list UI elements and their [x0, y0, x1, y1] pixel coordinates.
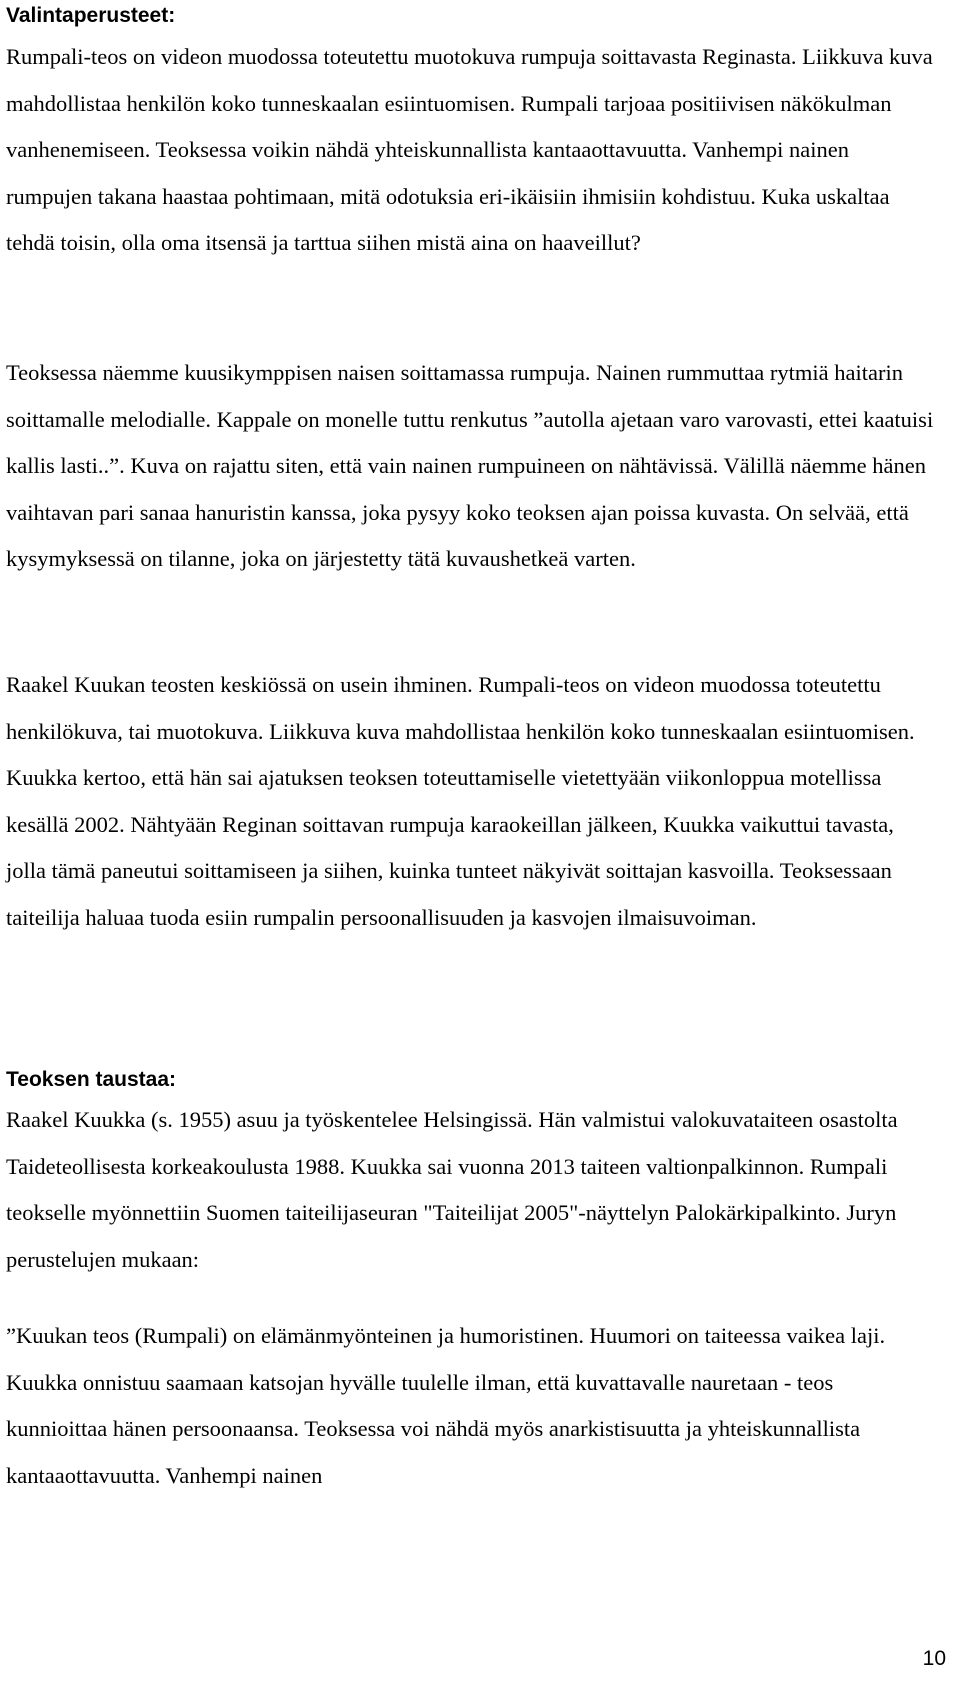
paragraph-artist-background: Raakel Kuukka (s. 1955) asuu ja työskentelee Helsingissä. Hän valmistui valokuvataiteen osastolta Taideteollisesta korkeakoulusta 1988. Kuukka sai vuonna 2013 taiteen valtionpalkinnon. Rumpali teokselle myönnettiin Suomen taiteilijaseuran "Taiteilijat 2005"-näyttelyn Palokärkipalkinto. Juryn perustelujen mukaan:: [6, 1107, 898, 1272]
section-heading-valintaperusteet: Valintaperusteet:: [6, 4, 176, 27]
paragraph-jury-quote: ”Kuukan teos (Rumpali) on elämänmyönteinen ja humoristinen. Huumori on taiteessa vaikea laji. Kuukka onnistuu saamaan katsojan hyvälle tuulelle ilman, että kuvattavalle nauretaan - teos kunnioittaa hänen persoonaansa. Teoksessa voi nähdä myös anarkistisuutta ja yhteiskunnallista kantaaottavuutta. Vanhempi nainen: [6, 1323, 886, 1488]
paragraph-raakel-kuukan-teosten: Raakel Kuukan teosten keskiössä on usein ihminen. Rumpali-teos on videon muodossa toteutettu henkilökuva, tai muotokuva. Liikkuva kuva mahdollistaa henkilön koko tunneskaalan esiintuomisen. Kuukka kertoo, että hän sai ajatuksen teoksen toteuttamiselle vietettyään viikonloppua motellissa kesällä 2002. Nähtyään Reginan soittavan rumpuja karaokeillan jälkeen, Kuukka vaikuttui tavasta, jolla tämä paneutui soittamiseen ja siihen, kuinka tunteet näkyivät soittajan kasvoilla. Teoksessaan taiteilija haluaa tuoda esiin rumpalin persoonallisuuden ja kasvojen ilmaisuvoiman.: [6, 672, 915, 930]
section-heading-teoksen-taustaa: Teoksen taustaa:: [6, 1068, 176, 1091]
paragraph-rumpali-intro: Rumpali-teos on videon muodossa toteutettu muotokuva rumpuja soittavasta Reginasta. Liikkuva kuva mahdollistaa henkilön koko tunneskaalan esiintuomisen. Rumpali tarjoaa positiivisen näkökulman vanhenemiseen. Teoksessa voikin nähdä yhteiskunnallista kantaaottavuutta. Vanhempi nainen rumpujen takana haastaa pohtimaan, mitä odotuksia eri-ikäisiin ihmisiin kohdistuu. Kuka uskaltaa tehdä toisin, olla oma itsensä ja tarttua siihen mistä aina on haaveillut?: [6, 44, 933, 255]
page-number: 10: [922, 1647, 946, 1670]
paragraph-teoksessa-naemme: Teoksessa näemme kuusikymppisen naisen soittamassa rumpuja. Nainen rummuttaa rytmiä haitarin soittamalle melodialle. Kappale on monelle tuttu renkutus ”autolla ajetaan varo varovasti, ettei kaatuisi kallis lasti..”. Kuva on rajattu siten, että vain nainen rumpuineen on nähtävissä. Välillä näemme hänen vaihtavan pari sanaa hanuristin kanssa, joka pysyy koko teoksen ajan poissa kuvasta. On selvää, että kysymyksessä on tilanne, joka on järjestetty tätä kuvaushetkeä varten.: [6, 360, 934, 571]
